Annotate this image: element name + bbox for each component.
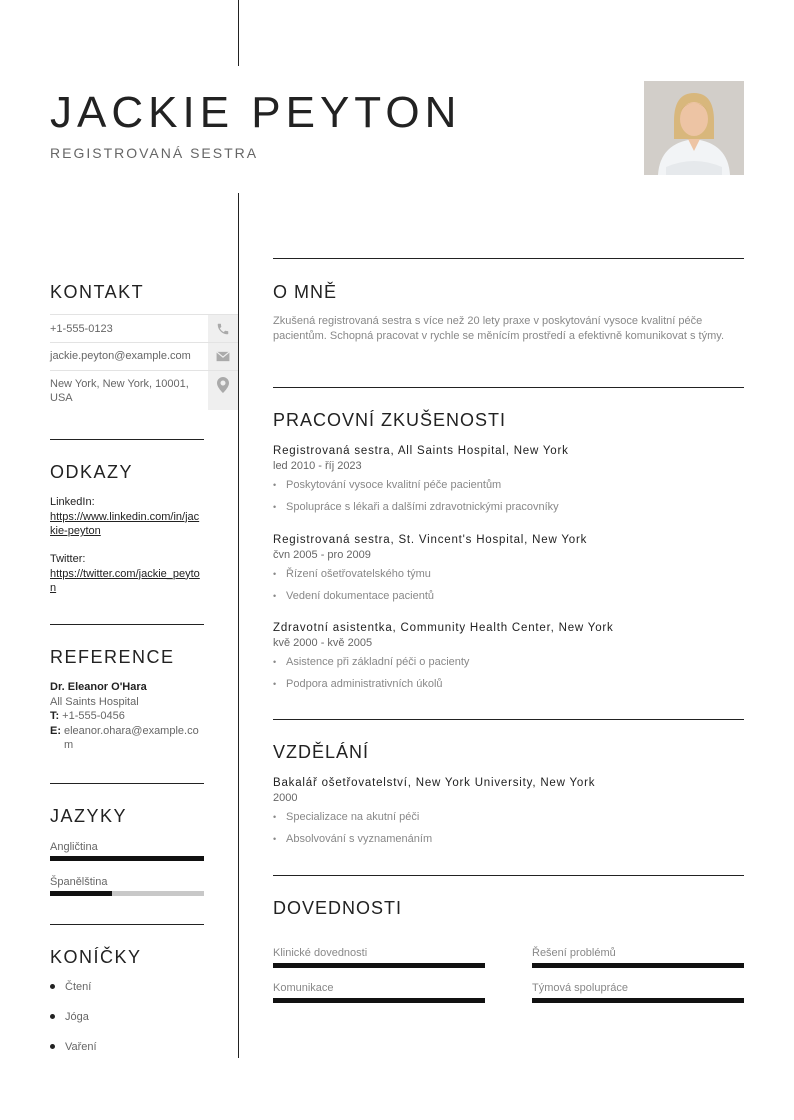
divider: [273, 387, 744, 388]
job-title: Registrovaná sestra, St. Vincent's Hospital, New York: [273, 534, 588, 546]
language-level-bar: [50, 856, 204, 861]
job-title: Registrovaná sestra, All Saints Hospital, New York: [273, 445, 569, 457]
job-bullet: • Asistence při základní péči o pacienty: [273, 655, 744, 670]
language-name: Angličtina: [50, 841, 98, 853]
contact-email-row: [50, 342, 238, 370]
contact-email[interactable]: jackie.peyton@example.com: [50, 350, 191, 362]
skill-name: Týmová spolupráce: [532, 982, 628, 994]
reference-name: Dr. Eleanor O'Hara: [50, 681, 147, 693]
job-entry: [273, 621, 744, 699]
reference-org: All Saints Hospital: [50, 695, 139, 708]
education-degree: Bakalář ošetřovatelství, New York University, New York: [273, 777, 596, 789]
education-bullet: • Absolvování s vyznamenáním: [273, 832, 744, 847]
reference-heading: REFERENCE: [50, 647, 175, 667]
skill-level-bar: [273, 998, 485, 1003]
divider: [50, 624, 204, 625]
education-year: 2000: [273, 792, 298, 804]
language-level-fill: [50, 856, 204, 861]
about-text: Zkušená registrovaná sestra s více než 20 lety praxe v poskytování vysoce kvalitní péče pacientům. Schopná pracovat v rychle se měnícím prostředí a efektivně komunikovat s týmy.: [273, 315, 724, 342]
bullet-icon: [50, 1014, 55, 1019]
job-bullet: • Spolupráce s lékaři a dalšími zdravotnickými pracovníky: [273, 500, 744, 515]
skill-level-fill: [273, 963, 485, 968]
divider-top: [238, 0, 239, 66]
location-pin-icon: [208, 371, 238, 410]
skill-level-bar: [273, 963, 485, 968]
skill-level-bar: [532, 963, 744, 968]
job-entry: [273, 444, 744, 522]
skill-item: [273, 981, 485, 1003]
language-level-fill: [50, 891, 112, 896]
hobbies-heading: KONÍČKY: [50, 947, 142, 967]
linkedin-block: [50, 495, 204, 539]
divider: [50, 783, 204, 784]
language-level-bar: [50, 891, 204, 896]
hobby-label: Jóga: [65, 1011, 89, 1023]
phone-icon: [208, 315, 238, 342]
skill-level-fill: [273, 998, 485, 1003]
skill-level-bar: [532, 998, 744, 1003]
twitter-label: Twitter:: [50, 553, 86, 565]
skills-heading: DOVEDNOSTI: [273, 898, 403, 918]
reference-phone[interactable]: +1-555-0456: [62, 710, 125, 722]
job-entry: [273, 533, 744, 611]
contact-address: New York, New York, 10001, USA: [50, 378, 189, 404]
job-dates: led 2010 - říj 2023: [273, 460, 362, 472]
job-dates: kvě 2000 - kvě 2005: [273, 637, 373, 649]
hobby-item: [50, 1011, 89, 1023]
linkedin-label: LinkedIn:: [50, 496, 95, 508]
education-heading: VZDĚLÁNÍ: [273, 742, 370, 762]
languages-heading: JAZYKY: [50, 806, 128, 826]
job-bullet: • Poskytování vysoce kvalitní péče pacientům: [273, 478, 744, 493]
skill-level-fill: [532, 998, 744, 1003]
hobby-item: [50, 1041, 97, 1053]
divider: [273, 875, 744, 876]
divider: [273, 258, 744, 259]
candidate-title: REGISTROVANÁ SESTRA: [50, 145, 259, 161]
bullet-icon: [50, 1044, 55, 1049]
twitter-link[interactable]: https://twitter.com/jackie_peyton: [50, 567, 200, 594]
reference-phone-label: T:: [50, 710, 60, 722]
job-bullet: • Podpora administrativních úkolů: [273, 677, 744, 692]
contact-phone[interactable]: +1-555-0123: [50, 323, 113, 335]
education-bullet: • Specializace na akutní péči: [273, 810, 744, 825]
envelope-icon: [208, 343, 238, 370]
skill-level-fill: [532, 963, 744, 968]
contact-heading: KONTAKT: [50, 282, 145, 302]
skill-item: [532, 981, 744, 1003]
twitter-block: [50, 552, 204, 596]
reference-email-label: E:: [50, 724, 61, 737]
profile-photo: [644, 81, 744, 175]
education-entry: [273, 776, 744, 854]
hobby-label: Vaření: [65, 1041, 97, 1053]
skill-item: [273, 946, 485, 968]
experience-heading: PRACOVNÍ ZKUŠENOSTI: [273, 410, 507, 430]
language-name: Španělština: [50, 876, 108, 888]
contact-address-row: [50, 370, 238, 410]
skill-name: Komunikace: [273, 982, 334, 994]
job-bullet: • Řízení ošetřovatelského týmu: [273, 567, 744, 582]
candidate-name: JACKIE PEYTON: [50, 88, 462, 137]
divider: [50, 439, 204, 440]
job-dates: čvn 2005 - pro 2009: [273, 549, 371, 561]
reference-block: [50, 680, 204, 753]
skill-name: Klinické dovednosti: [273, 947, 368, 959]
linkedin-link[interactable]: https://www.linkedin.com/in/jackie-peyton: [50, 510, 200, 537]
job-bullet: • Vedení dokumentace pacientů: [273, 589, 744, 604]
contact-phone-row: [50, 314, 238, 342]
skill-name: Řešení problémů: [532, 947, 616, 959]
divider: [50, 924, 204, 925]
job-title: Zdravotní asistentka, Community Health Center, New York: [273, 622, 614, 634]
hobby-item: [50, 981, 91, 993]
reference-email[interactable]: eleanor.ohara@example.com: [64, 724, 199, 751]
hobby-label: Čtení: [65, 981, 92, 993]
about-heading: O MNĚ: [273, 282, 338, 302]
bullet-icon: [50, 984, 55, 989]
links-heading: ODKAZY: [50, 462, 134, 482]
column-divider: [238, 193, 239, 1058]
divider: [273, 719, 744, 720]
skill-item: [532, 946, 744, 968]
